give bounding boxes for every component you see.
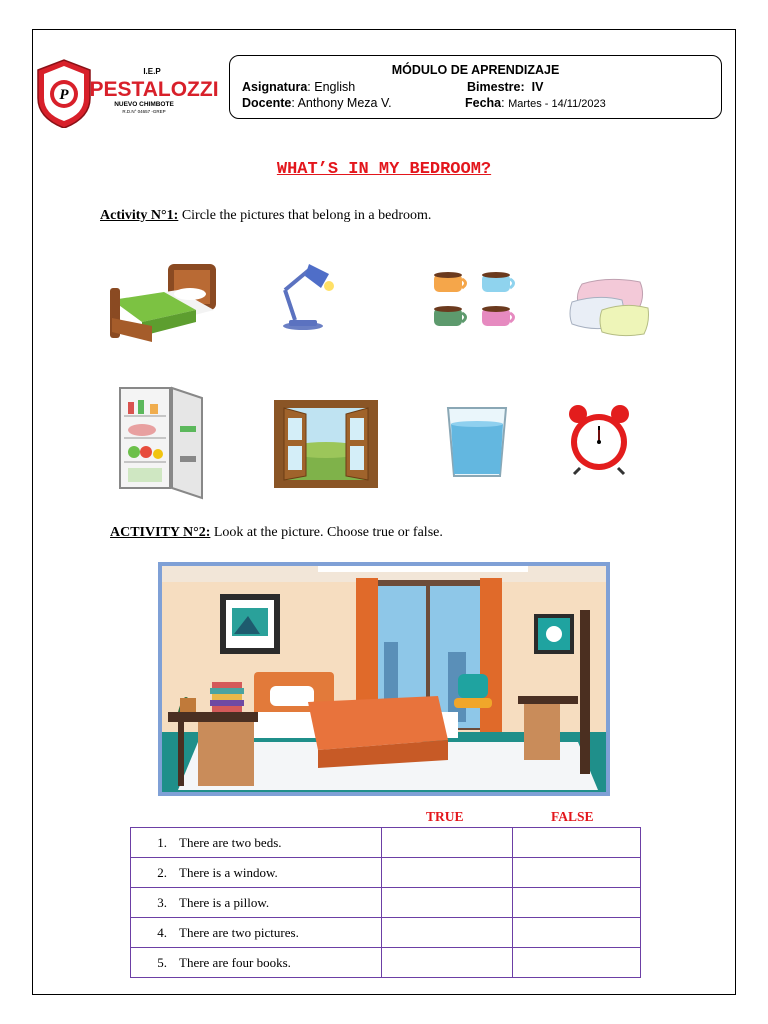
false-answer-cell[interactable] xyxy=(513,918,641,948)
module-header xyxy=(229,55,722,119)
statement-text: There are two pictures. xyxy=(179,924,299,940)
statement-text: There is a window. xyxy=(179,864,278,880)
logo-name: PESTALOZZI xyxy=(89,78,219,101)
true-answer-cell[interactable] xyxy=(382,918,513,948)
date-label: Fecha xyxy=(465,96,502,110)
subject-row: Asignatura: English xyxy=(242,80,356,94)
activity-2-label: ACTIVITY N°2: xyxy=(110,525,211,540)
row-number: 1. xyxy=(157,834,167,850)
true-answer-cell[interactable] xyxy=(382,828,513,858)
window-picture[interactable] xyxy=(272,398,380,490)
true-answer-cell[interactable] xyxy=(382,888,513,918)
pillows-picture[interactable] xyxy=(568,276,650,338)
activity-2-instruction: Look at the picture. Choose true or false. xyxy=(213,525,443,540)
term-row xyxy=(467,80,543,94)
table-row xyxy=(131,828,641,858)
activity-1-label: Activity N°1: xyxy=(100,208,179,223)
refrigerator-picture[interactable] xyxy=(118,386,204,500)
teacher-value: Anthony Meza V. xyxy=(297,96,392,110)
term-value: IV xyxy=(531,80,544,94)
page-title: WHAT’S IN MY BEDROOM? xyxy=(276,160,492,179)
glass-of-water-picture[interactable] xyxy=(444,406,510,478)
row-number: 5. xyxy=(157,954,167,970)
logo-rd: R.D.N° 04657 -GREP xyxy=(122,109,166,114)
statement-text: There are two beds. xyxy=(179,834,282,850)
activity-2 xyxy=(110,525,443,541)
bedroom-scene-picture xyxy=(158,562,610,796)
row-number: 3. xyxy=(157,894,167,910)
activity-1 xyxy=(100,208,431,224)
table-row xyxy=(131,918,641,948)
subject-label: Asignatura xyxy=(242,80,308,94)
row-number: 2. xyxy=(157,864,167,880)
school-logo xyxy=(34,58,224,128)
false-answer-cell[interactable] xyxy=(513,888,641,918)
table-row xyxy=(131,858,641,888)
teacher-label: Docente xyxy=(242,96,292,110)
logo-initial: P xyxy=(59,87,69,103)
teacher-row: Docente: Anthony Meza V. xyxy=(242,96,392,110)
row-number: 4. xyxy=(157,924,167,940)
false-answer-cell[interactable] xyxy=(513,858,641,888)
table-row xyxy=(131,888,641,918)
date-row: Fecha: Martes - 14/11/2023 xyxy=(465,96,606,110)
logo-city: NUEVO CHIMBOTE xyxy=(114,101,174,108)
true-answer-cell[interactable] xyxy=(382,858,513,888)
cups-picture[interactable] xyxy=(430,270,520,332)
term-label: Bimestre: xyxy=(467,80,525,94)
desk-lamp-picture[interactable] xyxy=(275,262,347,334)
subject-value: English xyxy=(314,80,356,94)
logo-top-text: I.E.P xyxy=(143,67,161,76)
statement-text: There is a pillow. xyxy=(179,894,270,910)
date-value: Martes - 14/11/2023 xyxy=(508,98,606,110)
table-row xyxy=(131,948,641,978)
false-answer-cell[interactable] xyxy=(513,828,641,858)
activity-1-instruction: Circle the pictures that belong in a bedroom. xyxy=(181,208,432,223)
statement-text: There are four books. xyxy=(179,954,291,970)
false-header: FALSE xyxy=(551,809,594,824)
true-false-table xyxy=(130,827,641,978)
true-header: TRUE xyxy=(426,809,464,824)
true-answer-cell[interactable] xyxy=(382,948,513,978)
false-answer-cell[interactable] xyxy=(513,948,641,978)
alarm-clock-picture[interactable] xyxy=(566,404,632,476)
bed-picture[interactable] xyxy=(108,262,220,346)
module-title: MÓDULO DE APRENDIZAJE xyxy=(391,63,560,77)
